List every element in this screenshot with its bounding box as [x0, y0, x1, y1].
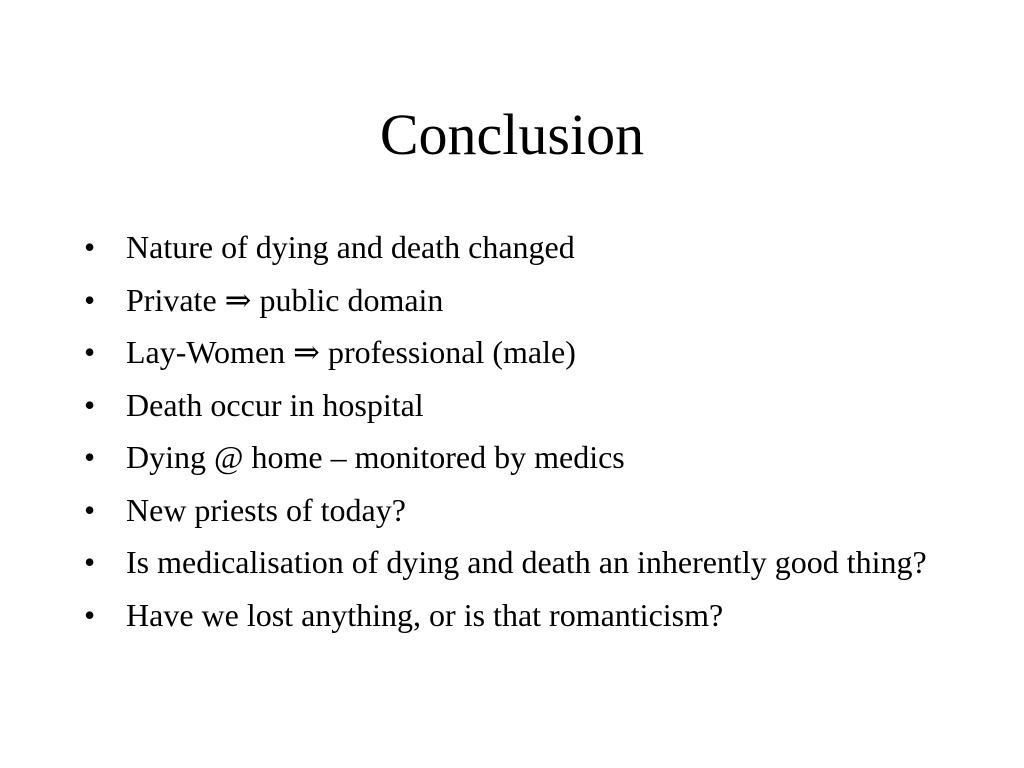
- bullet-item: [84, 331, 954, 373]
- bullet-text: Is medicalisation of dying and death an inherently good thing?: [126, 544, 927, 580]
- bullet-icon: •: [84, 491, 96, 528]
- bullet-text: Lay-Women ⇒ professional (male): [126, 334, 576, 370]
- bullet-icon: •: [84, 386, 96, 423]
- bullet-text: Private ⇒ public domain: [126, 281, 444, 318]
- bullet-text: Have we lost anything, or is that romanticism?: [126, 596, 724, 633]
- bullet-item: [84, 226, 954, 268]
- bullet-item: [84, 384, 954, 426]
- bullet-item: [84, 279, 954, 321]
- bullet-text: Dying @ home – monitored by medics: [126, 439, 625, 475]
- bullet-icon: •: [84, 334, 96, 370]
- bullet-item: [84, 489, 954, 531]
- bullet-item: [84, 436, 954, 478]
- bullet-text: Nature of dying and death changed: [126, 229, 575, 265]
- bullet-item: [84, 594, 954, 636]
- bullet-icon: •: [84, 596, 96, 633]
- bullet-text: Death occur in hospital: [126, 386, 424, 423]
- bullet-list: [84, 226, 954, 646]
- slide-title: Conclusion: [379, 102, 645, 167]
- bullet-icon: •: [84, 281, 96, 318]
- bullet-icon: •: [84, 229, 96, 265]
- bullet-item: [84, 541, 954, 583]
- bullet-icon: •: [84, 439, 96, 475]
- bullet-icon: •: [84, 544, 96, 580]
- bullet-text: New priests of today?: [126, 491, 406, 528]
